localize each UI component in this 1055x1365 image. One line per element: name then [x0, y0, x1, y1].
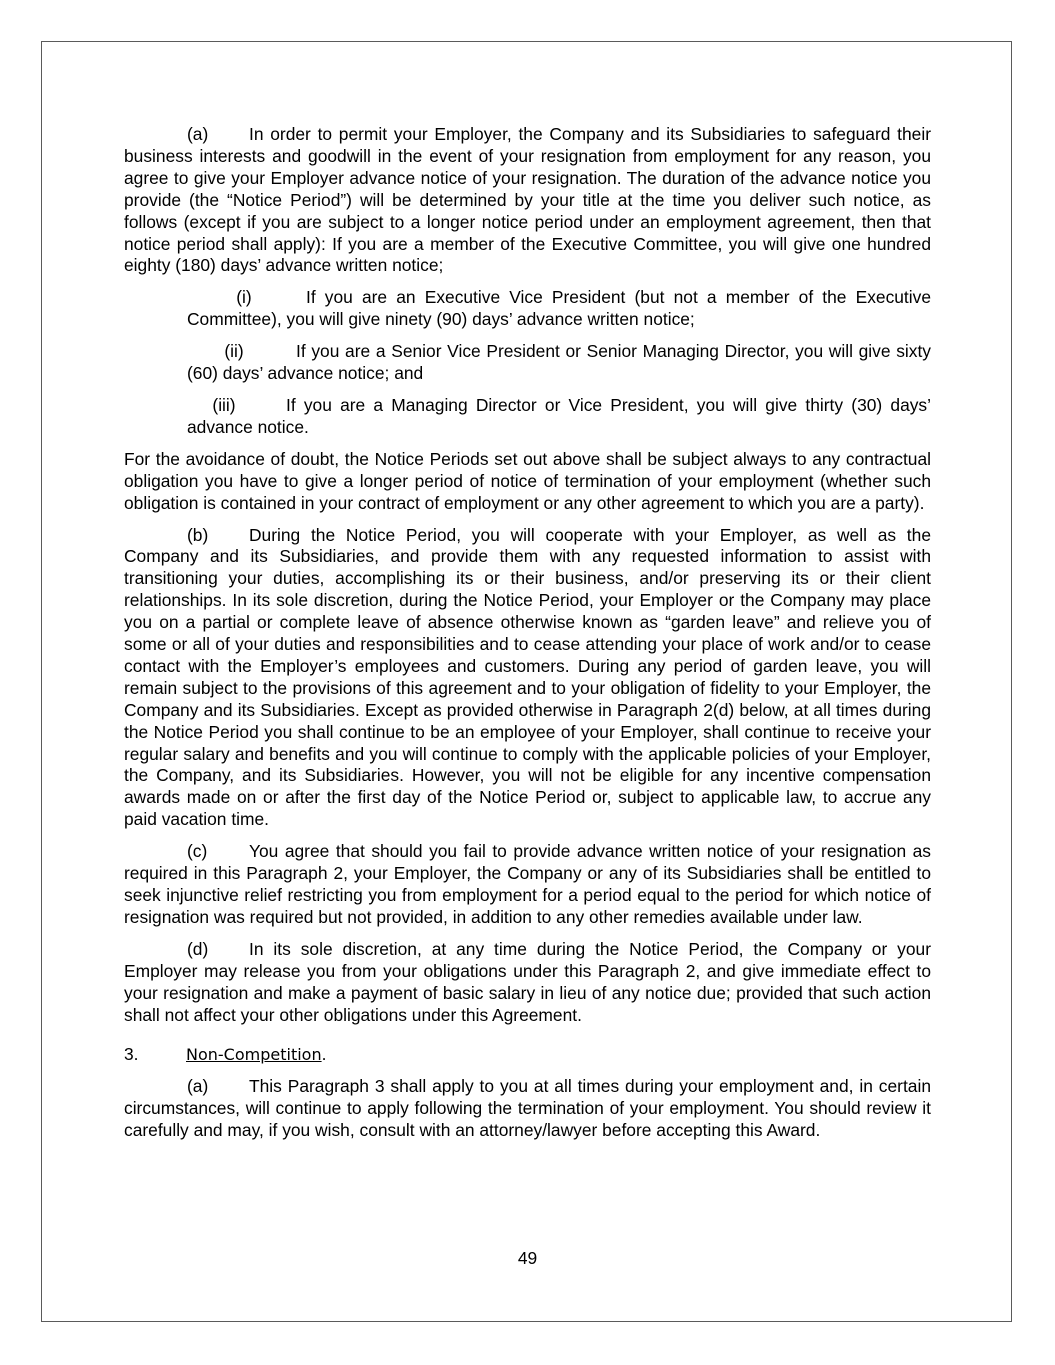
- paragraph-text: This Paragraph 3 shall apply to you at all times during your employment and, in certain circumstances, will continue to apply following the termination of your employment. You should review it carefully and may, if you wish, consult with an attorney/lawyer before accepting this Award.: [124, 1076, 931, 1141]
- page-number: 49: [517, 1248, 538, 1268]
- paragraph-label: (a): [187, 124, 209, 144]
- sub-item-ii: [187, 341, 931, 385]
- paragraph-text: In its sole discretion, at any time during the Notice Period, the Company or your Employer may release you from your obligations under this Paragraph 2, and give immediate effect to your resignation and make a payment of basic salary in lieu of any notice due; provided that such action shall not affect your other obligations under this Agreement.: [124, 938, 931, 1025]
- paragraph-2b: [124, 525, 931, 832]
- paragraph-label: (a): [187, 1076, 209, 1097]
- paragraph-3a: [124, 1076, 931, 1142]
- sub-item-label: (iii): [212, 394, 236, 415]
- document-body: [124, 124, 931, 1152]
- paragraph-label: (d): [187, 938, 209, 959]
- section-number: 3.: [124, 1044, 139, 1065]
- section-title: Non-Competition: [186, 1045, 322, 1065]
- paragraph-2c: [124, 841, 931, 929]
- sub-item-text: If you are an Executive Vice President (but not a member of the Executive Committee), you will give ninety (90) days’ advance written notice;: [187, 287, 931, 330]
- paragraph-text: You agree that should you fail to provide advance written notice of your resignation as required in this Paragraph 2, your Employer, the Company or any of its Subsidiaries shall be entitled to seek injunctive relief restricting you from employment for a period equal to the period for which notice of resignation was required but not provided, in addition to any other remedies available under law.: [124, 841, 931, 927]
- sub-item-i: [187, 287, 931, 331]
- paragraph-label: (b): [187, 524, 209, 545]
- section-title-suffix: .: [321, 1044, 327, 1065]
- paragraph-2d: [124, 939, 931, 1027]
- sub-item-iii: [187, 395, 931, 439]
- paragraph-text: During the Notice Period, you will cooperate with your Employer, as well as the Company and its Subsidiaries, and provide them with any requested information to assist with transitioning your duties, accomplishing its or their business, and/or preserving its or their client relationships. In its sole discretion, during the Notice Period, your Employer or the Company may place you on a partial or complete leave of absence otherwise known as “garden leave” and relieve you of some or all of your duties and responsibilities and to cease attending your place of work and/or to cease contact with the Employer’s employees and customers. During any period of garden leave, you will remain subject to the provisions of this agreement and to your obligation of fidelity to your Employer, the Company and its Subsidiaries. Except as provided otherwise in Paragraph 2(d) below, at all times during the Notice Period you shall continue to be an employee of your Employer, shall continue to receive your regular salary and benefits and you will continue to comply with the applicable policies of your Employer, the Company, and its Subsidiaries. However, you will not be eligible for any incentive compensation awards made on or after the first day of the Notice Period or, subject to applicable law, to accrue any paid vacation time.: [124, 524, 931, 830]
- sub-item-text: If you are a Senior Vice President or Senior Managing Director, you will give sixty (60) days’ advance notice; and: [187, 341, 931, 384]
- sub-item-text: If you are a Managing Director or Vice President, you will give thirty (30) days’ advance notice.: [187, 394, 931, 437]
- sub-item-label: (i): [236, 287, 252, 308]
- section-heading: [124, 1044, 931, 1066]
- paragraph-2a: [124, 124, 931, 277]
- paragraph-text: In order to permit your Employer, the Company and its Subsidiaries to safeguard their business interests and goodwill in the event of your resignation from employment for any reason, you agree to give your Employer advance notice of your resignation. The duration of the advance notice you provide (the “Notice Period”) will be determined by your title at the time you deliver such notice, as follows (except if you are subject to a longer notice period under an employment agreement, then that notice period shall apply): If you are a member of the Executive Committee, you will give one hundred eighty (180) days’ advance written notice;: [124, 124, 931, 276]
- paragraph-label: (c): [187, 841, 208, 862]
- sub-item-label: (ii): [224, 341, 244, 362]
- avoidance-paragraph: For the avoidance of doubt, the Notice Periods set out above shall be subject always to any contractual obligation you have to give a longer period of notice of termination of your employment (whether such obligation is contained in your contract of employment or any other agreement to which you are a party).: [124, 448, 931, 513]
